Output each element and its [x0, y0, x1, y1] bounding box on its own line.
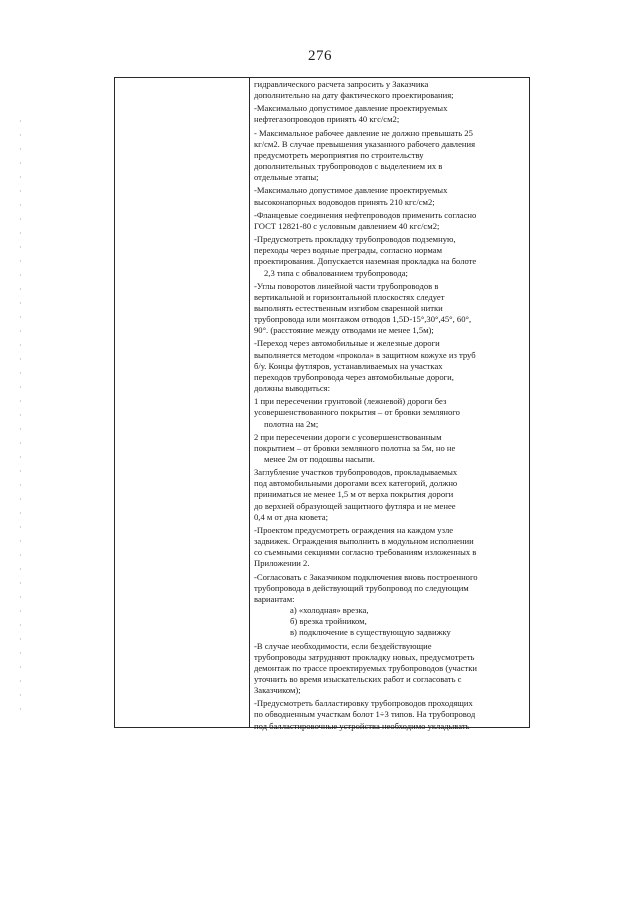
text-line: Заказчиком); — [254, 685, 301, 696]
text-line: а) «холодная» врезка, — [290, 605, 369, 616]
text-line: трубопроводы затрудняют прокладку новых, предусмотреть — [254, 651, 475, 662]
text-line: Заглубление участков трубопроводов, прокладываемых — [254, 467, 458, 478]
text-line: проектирования. Допускается наземная прокладка на болоте — [254, 256, 477, 267]
text-line: до верхней образующей защитного футляра и не менее — [254, 500, 456, 511]
text-line: -Максимально допустимое давление проектируемых — [254, 103, 448, 114]
text-line: полотна на 2м; — [264, 418, 319, 429]
text-line: нефтегазопроводов принять 40 кгс/см2; — [254, 114, 400, 125]
table-left-cell — [115, 78, 249, 727]
text-line: -Предусмотреть балластировку трубопроводов проходящих — [254, 698, 473, 709]
text-line: приниматься не менее 1,5 м от верха покрытия дороги — [254, 489, 454, 500]
text-line: демонтаж по трассе проектируемых трубопроводов (участки — [254, 662, 478, 673]
text-line: со съемными секциями согласно требованиям изложенных в — [254, 547, 477, 558]
text-line: 0,4 м от дна кювета; — [254, 511, 328, 522]
text-line: кг/см2. В случае превышения указанного рабочего давления — [254, 138, 476, 149]
text-line: ГОСТ 12821-80 с условным давлением 40 кгс/см2; — [254, 220, 440, 231]
text-line: переходов трубопровода через автомобильные дороги, — [254, 371, 454, 382]
text-line: -Предусмотреть прокладку трубопроводов подземную, — [254, 234, 456, 245]
text-line: -Углы поворотов линейной части трубопроводов в — [254, 280, 439, 291]
text-line: -В случае необходимости, если бездействующие — [254, 640, 432, 651]
text-line: трубопровода в действующий трубопровод по следующим — [254, 582, 469, 593]
text-line: 2,3 типа с обвалованием трубопровода; — [264, 267, 408, 278]
requirements-table — [114, 77, 530, 731]
text-line: -Согласовать с Заказчиком подключения вновь построенного — [254, 571, 478, 582]
text-line: -Максимально допустимое давление проектируемых — [254, 185, 448, 196]
text-line: 2 при пересечении дороги с усовершенствованным — [254, 431, 442, 442]
text-line: предусмотреть мероприятия по строительству — [254, 149, 424, 160]
text-line: должны выводиться: — [254, 383, 330, 394]
text-line: под балластировочные устройства необходимо укладывать — [254, 720, 470, 731]
text-line: вертикальной и горизонтальной плоскостях следует — [254, 291, 445, 302]
text-line: -Проектом предусмотреть ограждения на каждом узле — [254, 524, 454, 535]
text-line: высоконапорных водоводов принять 210 кгс/см2; — [254, 196, 435, 207]
text-line: б/у. Концы футляров, устанавливаемых на участках — [254, 360, 443, 371]
text-line: б) врезка тройником, — [290, 616, 367, 627]
text-line: менее 2м от подошвы насыпи. — [264, 454, 375, 464]
text-line: выполнять естественным изгибом сваренной нитки — [254, 302, 443, 313]
text-line: трубопровода или монтажом отводов 1,5D-15°,30°,45°, 60°, — [254, 314, 472, 325]
text-line: 1 при пересечении грунтовой (лежневой) дороги без — [254, 396, 447, 407]
text-line: - Максимальное рабочее давление не должно превышать 25 — [254, 127, 473, 138]
text-line: по обводненным участкам болот 1÷3 типов. На трубопровод — [254, 709, 476, 720]
column-divider — [249, 78, 250, 727]
requirements-text — [254, 79, 526, 732]
text-line: покрытием – от бровки земляного полотна за 5м, но не — [254, 442, 456, 453]
text-line: гидравлического расчета запросить у Заказчика — [254, 79, 429, 89]
text-line: 90°. (расстояние между отводами не менее 1,5м); — [254, 325, 434, 336]
text-line: в) подключение в существующую задвижку — [290, 627, 451, 638]
text-line: под автомобильными дорогами всех категорий, должно — [254, 478, 458, 489]
text-line: выполняется методом «прокола» в защитном кожухе из труб — [254, 349, 476, 360]
text-line: дополнительно на дату фактического проектирования; — [254, 90, 454, 101]
text-line: задвижек. Ограждения выполнить в модульном исполнении — [254, 536, 474, 547]
text-line: -Переход через автомобильные и железные дороги — [254, 338, 440, 349]
scan-edge-mark — [20, 0, 21, 905]
text-line: дополнительных трубопроводов с выделением их в — [254, 161, 443, 172]
text-line: усовершенствованного покрытия – от бровки земляного — [254, 407, 460, 418]
text-line: уточнить во время изыскательских работ и согласовать с — [254, 673, 462, 684]
text-line: вариантам: — [254, 593, 295, 604]
text-line: -Фланцевые соединения нефтепроводов применить согласно — [254, 209, 477, 220]
text-line: Приложении 2. — [254, 558, 310, 569]
text-line: отдельные этапы; — [254, 172, 319, 183]
page-number: 276 — [308, 48, 332, 64]
text-line: переходы через водные преграды, согласно нормам — [254, 245, 443, 256]
